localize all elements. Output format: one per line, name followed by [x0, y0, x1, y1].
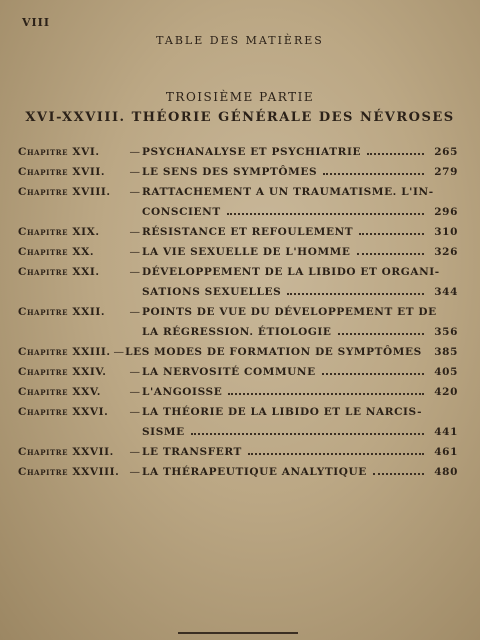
- chapter-label: Chapitre XX.: [18, 246, 95, 258]
- chapter-title: LE SENS DES SYMPTÔMES: [142, 166, 318, 178]
- dot-leader: [373, 473, 424, 475]
- chapter-label: Chapitre XXI.: [18, 266, 100, 278]
- dot-leader: [322, 373, 424, 375]
- dash: —: [129, 386, 141, 398]
- page-ref: 441: [434, 426, 458, 438]
- page-ref: 279: [434, 166, 458, 178]
- chapter-title: RÉSISTANCE ET REFOULEMENT: [142, 226, 354, 238]
- chapter-title: LES MODES DE FORMATION DE SYMPTÔMES: [125, 346, 422, 358]
- chapter-title: POINTS DE VUE DU DÉVELOPPEMENT ET DE: [142, 306, 437, 318]
- chapter-title-continued: SATIONS SEXUELLES: [142, 286, 282, 298]
- dash: —: [113, 346, 125, 358]
- toc-entry: [18, 162, 458, 182]
- dash: —: [129, 226, 141, 238]
- dot-leader: [191, 433, 424, 435]
- toc-entry: [18, 262, 458, 302]
- dot-leader: [227, 213, 424, 215]
- chapter-label: Chapitre XVIII.: [18, 186, 111, 198]
- dash: —: [129, 186, 141, 198]
- running-title: TABLE DES MATIÈRES: [156, 34, 324, 47]
- chapter-title: PSYCHANALYSE ET PSYCHIATRIE: [142, 146, 362, 158]
- dash: —: [129, 406, 141, 418]
- part-title: TROISIÈME PARTIE: [165, 90, 315, 104]
- dash: —: [129, 166, 141, 178]
- page-ref: 326: [434, 246, 458, 258]
- chapter-label: Chapitre XXVIII.: [18, 466, 120, 478]
- dash: —: [129, 246, 141, 258]
- chapter-label: Chapitre XVII.: [18, 166, 106, 178]
- toc-entry: [18, 342, 458, 362]
- page-ref: 344: [434, 286, 458, 298]
- dash: —: [129, 306, 141, 318]
- chapter-title: LA VIE SEXUELLE DE L'HOMME: [142, 246, 351, 258]
- dash: —: [129, 146, 141, 158]
- page-ref: 480: [434, 466, 458, 478]
- toc-entry: [18, 182, 458, 222]
- chapter-title: RATTACHEMENT A UN TRAUMATISME. L'IN-: [142, 186, 434, 198]
- page-number: VIII: [22, 16, 50, 29]
- dash: —: [129, 466, 141, 478]
- toc-entry: [18, 222, 458, 242]
- chapter-title: LE TRANSFERT: [142, 446, 242, 458]
- toc-entry: [18, 442, 458, 462]
- toc-entry: [18, 362, 458, 382]
- dot-leader: [367, 153, 424, 155]
- dot-leader: [287, 293, 424, 295]
- page-ref: 420: [434, 386, 458, 398]
- chapter-title-continued: LA RÉGRESSION. ÉTIOLOGIE: [142, 326, 332, 338]
- chapter-label: Chapitre XIX.: [18, 226, 100, 238]
- chapter-label: Chapitre XXVI.: [18, 406, 109, 418]
- dot-leader: [338, 333, 424, 335]
- bottom-rule: [178, 632, 298, 634]
- chapter-title-continued: CONSCIENT: [142, 206, 221, 218]
- dot-leader: [248, 453, 424, 455]
- chapter-label: Chapitre XXIV.: [18, 366, 107, 378]
- dot-leader: [357, 253, 425, 255]
- page-ref: 296: [434, 206, 458, 218]
- page-ref: 356: [434, 326, 458, 338]
- part-subtitle: XVI-XXVIII. THÉORIE GÉNÉRALE DES NÉVROSES: [25, 110, 455, 125]
- chapter-title: LA THÉORIE DE LA LIBIDO ET LE NARCIS-: [142, 406, 423, 418]
- chapter-title: LA NERVOSITÉ COMMUNE: [142, 366, 316, 378]
- toc-entry: [18, 242, 458, 262]
- dash: —: [129, 366, 141, 378]
- toc-entry: [18, 402, 458, 442]
- dot-leader: [228, 393, 424, 395]
- chapter-title: DÉVELOPPEMENT DE LA LIBIDO ET ORGANI-: [142, 266, 440, 278]
- chapter-label: Chapitre XVI.: [18, 146, 100, 158]
- chapter-label: Chapitre XXIII.: [18, 346, 111, 358]
- chapter-label: Chapitre XXII.: [18, 306, 106, 318]
- dash: —: [129, 266, 141, 278]
- chapter-title: L'ANGOISSE: [142, 386, 223, 398]
- toc-entry: [18, 462, 458, 482]
- dot-leader: [323, 173, 424, 175]
- page-ref: 310: [434, 226, 458, 238]
- table-of-contents: [18, 142, 458, 482]
- page-ref: 385: [434, 346, 458, 358]
- dash: —: [129, 446, 141, 458]
- toc-entry: [18, 142, 458, 162]
- dot-leader: [359, 233, 424, 235]
- chapter-label: Chapitre XXV.: [18, 386, 102, 398]
- toc-entry: [18, 382, 458, 402]
- page-ref: 265: [434, 146, 458, 158]
- toc-entry: [18, 302, 458, 342]
- chapter-title: LA THÉRAPEUTIQUE ANALYTIQUE: [142, 466, 367, 478]
- page-ref: 405: [434, 366, 458, 378]
- page-ref: 461: [434, 446, 458, 458]
- chapter-label: Chapitre XXVII.: [18, 446, 114, 458]
- chapter-title-continued: SISME: [142, 426, 185, 438]
